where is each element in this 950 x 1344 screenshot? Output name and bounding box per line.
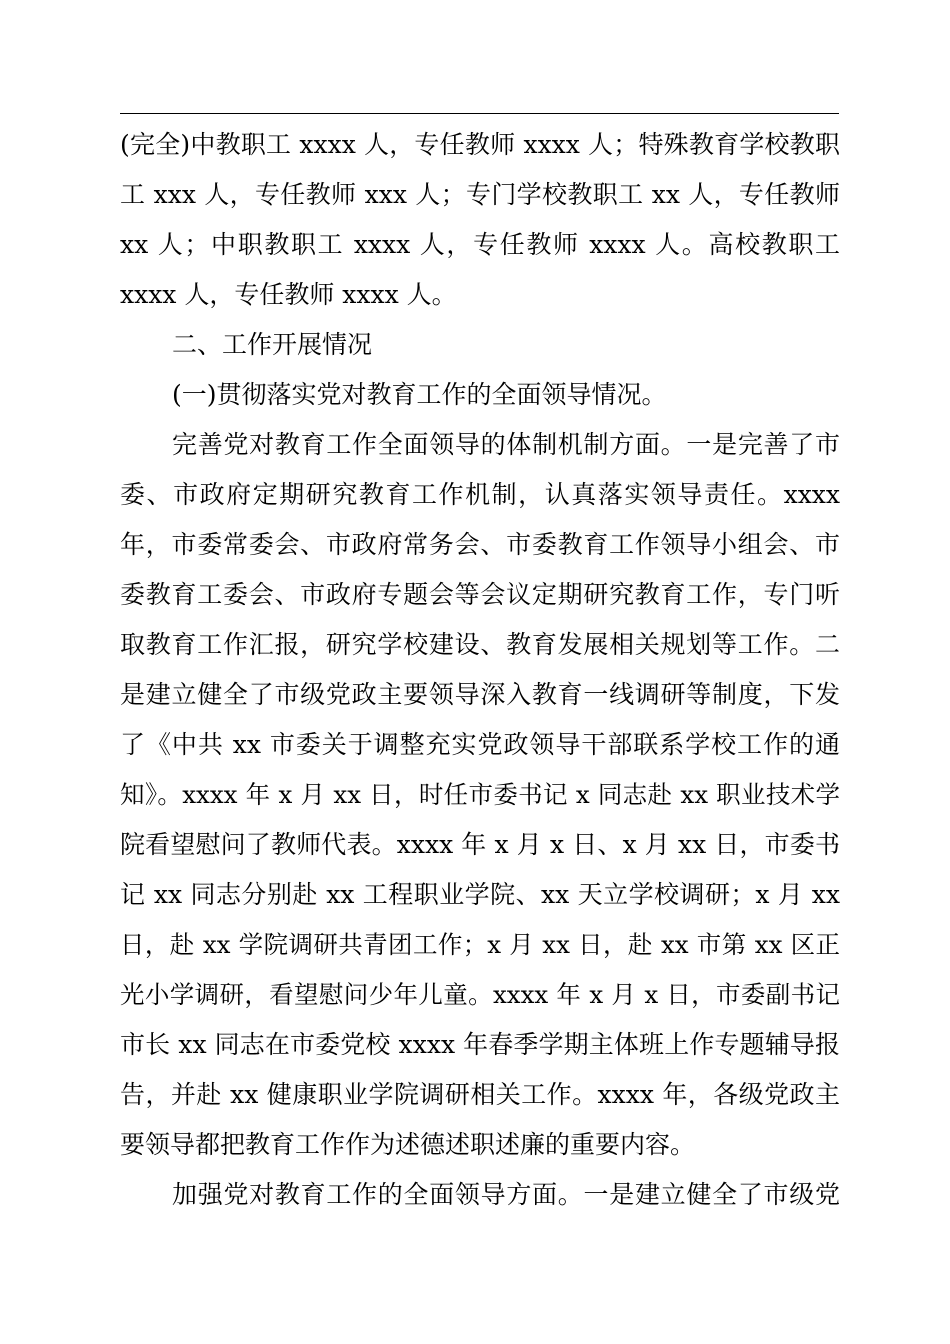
paragraph-line: 完善党对教育工作全面领导的体制机制方面。一是完善了市: [172, 430, 840, 459]
paragraph-line: 告，并赴 xx 健康职业学院调研相关工作。xxxx 年，各级党政主: [120, 1080, 840, 1109]
paragraph-line: 是建立健全了市级党政主要领导深入教育一线调研等制度，下发: [120, 680, 840, 709]
paragraph-line: xxxx 人，专任教师 xxxx 人。: [120, 280, 457, 309]
paragraph-line: (完全)中教职工 xxxx 人，专任教师 xxxx 人；特殊教育学校教职: [120, 130, 840, 159]
paragraph-line: 加强党对教育工作的全面领导方面。一是建立健全了市级党: [172, 1180, 840, 1209]
header-rule: [120, 113, 839, 114]
paragraph-line: 院看望慰问了教师代表。xxxx 年 x 月 x 日、x 月 xx 日，市委书: [120, 830, 840, 859]
section-heading: 二、工作开展情况: [172, 330, 373, 359]
paragraph-line: 知》。xxxx 年 x 月 xx 日，时任市委书记 x 同志赴 xx 职业技术学: [120, 780, 840, 809]
paragraph-line: 市长 xx 同志在市委党校 xxxx 年春季学期主体班上作专题辅导报: [120, 1030, 840, 1059]
paragraph-line: 年，市委常委会、市政府常务会、市委教育工作领导小组会、市: [120, 530, 840, 559]
paragraph-line: 光小学调研，看望慰问少年儿童。xxxx 年 x 月 x 日，市委副书记: [120, 980, 840, 1009]
paragraph-line: 了《中共 xx 市委关于调整充实党政领导干部联系学校工作的通: [120, 730, 840, 759]
paragraph-line: 委教育工委会、市政府专题会等会议定期研究教育工作，专门听: [120, 580, 840, 609]
paragraph-line: 记 xx 同志分别赴 xx 工程职业学院、xx 天立学校调研；x 月 xx: [120, 880, 840, 909]
subsection-heading: (一)贯彻落实党对教育工作的全面领导情况。: [172, 380, 667, 409]
paragraph-line: 工 xxx 人，专任教师 xxx 人；专门学校教职工 xx 人，专任教师: [120, 180, 840, 209]
paragraph-line: 要领导都把教育工作作为述德述职述廉的重要内容。: [120, 1130, 696, 1159]
paragraph-line: xx 人；中职教职工 xxxx 人，专任教师 xxxx 人。高校教职工: [120, 230, 840, 259]
paragraph-line: 日，赴 xx 学院调研共青团工作；x 月 xx 日，赴 xx 市第 xx 区正: [120, 930, 840, 959]
paragraph-line: 委、市政府定期研究教育工作机制，认真落实领导责任。xxxx: [120, 480, 840, 509]
paragraph-line: 取教育工作汇报，研究学校建设、教育发展相关规划等工作。二: [120, 630, 840, 659]
